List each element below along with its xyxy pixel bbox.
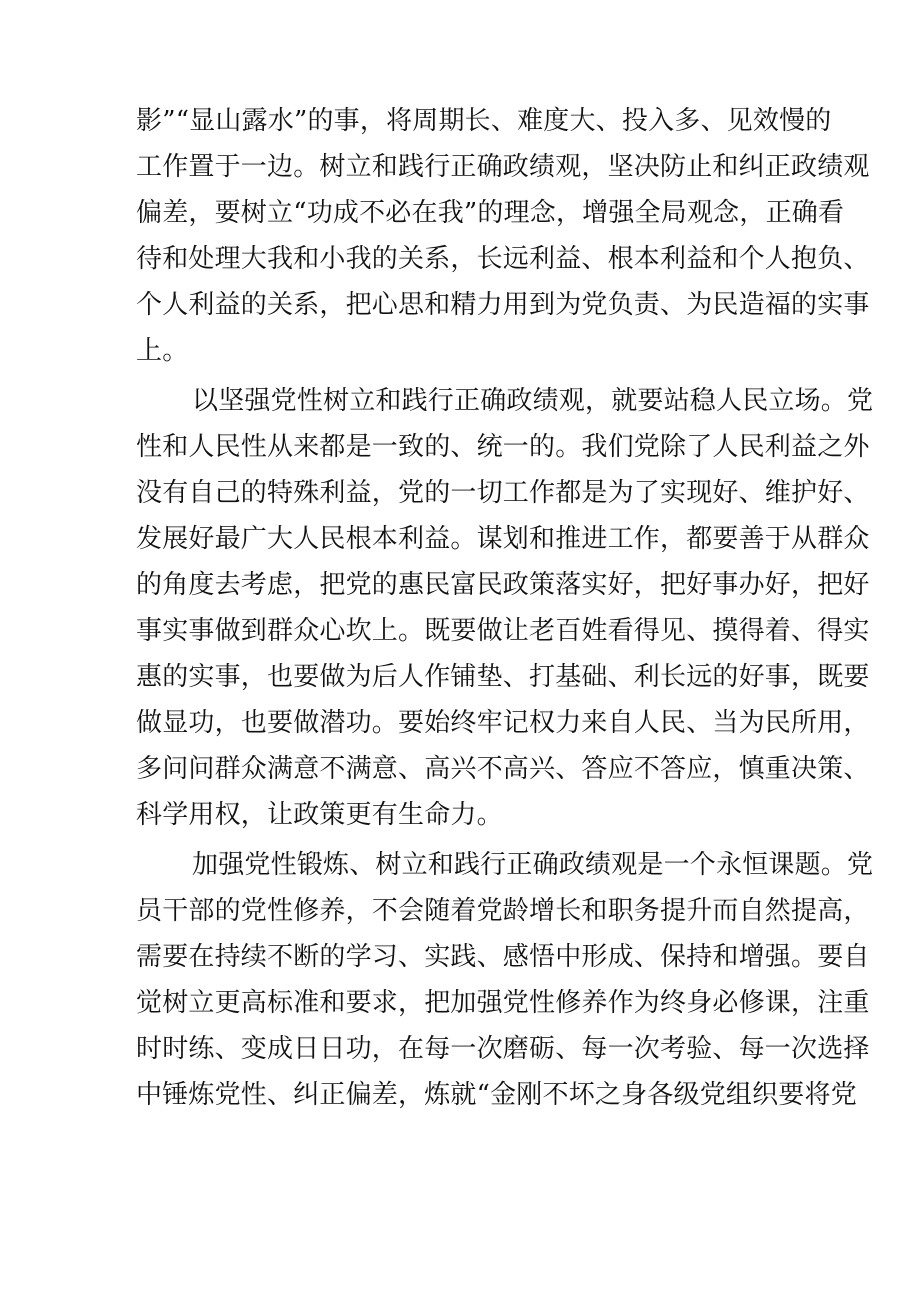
text-line: 中锤炼党性、纠正偏差，炼就“金刚不坏之身各级党组织要将党 bbox=[136, 1080, 857, 1110]
text-line: 加强党性锻炼、树立和践行正确政绩观是一个永恒课题。党 bbox=[192, 850, 874, 880]
text-line: 需要在持续不断的学习、实践、感悟中形成、保持和增强。要自 bbox=[136, 942, 870, 972]
text-line: 上。 bbox=[136, 336, 189, 366]
text-line: 的角度去考虑，把党的惠民富民政策落实好，把好事办好，把好 bbox=[136, 570, 870, 600]
text-line: 惠的实事，也要做为后人作铺垫、打基础、利长远的好事，既要 bbox=[136, 662, 870, 692]
text-line: 发展好最广大人民根本利益。谋划和推进工作，都要善于从群众 bbox=[136, 524, 870, 554]
paragraph-2 bbox=[136, 378, 874, 838]
text-line: 偏差，要树立“功成不必在我”的理念，增强全局观念，正确看 bbox=[136, 198, 845, 228]
text-line: 待和处理大我和小我的关系，长远利益、根本利益和个人抱负、 bbox=[136, 244, 870, 274]
text-line: 工作置于一边。树立和践行正确政绩观，坚决防止和纠正政绩观 bbox=[136, 152, 870, 182]
paragraph-1 bbox=[136, 98, 870, 374]
text-line: 科学用权，让政策更有生命力。 bbox=[136, 800, 503, 830]
document-page bbox=[136, 98, 874, 1118]
text-line: 做显功，也要做潜功。要始终牢记权力来自人民、当为民所用， bbox=[136, 708, 870, 738]
text-line: 觉树立更高标准和要求，把加强党性修养作为终身必修课，注重 bbox=[136, 988, 870, 1018]
text-line: 多问问群众满意不满意、高兴不高兴、答应不答应，慎重决策、 bbox=[136, 754, 870, 784]
text-line: 没有自己的特殊利益，党的一切工作都是为了实现好、维护好、 bbox=[136, 478, 870, 508]
text-line: 个人利益的关系，把心思和精力用到为党负责、为民造福的实事 bbox=[136, 290, 870, 320]
text-line: 事实事做到群众心坎上。既要做让老百姓看得见、摸得着、得实 bbox=[136, 616, 870, 646]
text-line: 以坚强党性树立和践行正确政绩观，就要站稳人民立场。党 bbox=[192, 386, 874, 416]
text-line: 影”“显山露水”的事，将周期长、难度大、投入多、见效慢的 bbox=[136, 106, 832, 136]
paragraph-3 bbox=[136, 842, 874, 1118]
text-line: 性和人民性从来都是一致的、统一的。我们党除了人民利益之外 bbox=[136, 432, 870, 462]
text-line: 员干部的党性修养，不会随着党龄增长和职务提升而自然提高， bbox=[136, 896, 870, 926]
text-line: 时时练、变成日日功，在每一次磨砺、每一次考验、每一次选择 bbox=[136, 1034, 870, 1064]
